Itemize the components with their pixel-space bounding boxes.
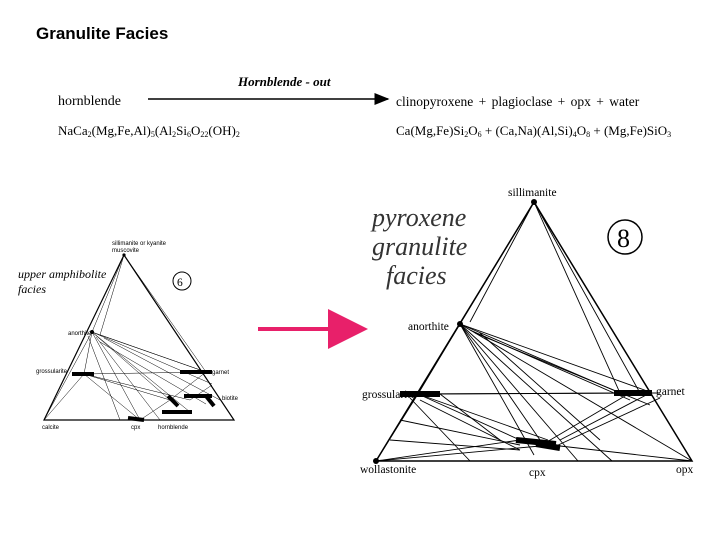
reactant-formula: $NaCa_2(Mg,Fe,Al)_5(Al_2Si_6O_{22}(OH)_2$ <box>58 123 240 139</box>
page-title: Granulite Facies <box>36 24 169 43</box>
left-label-calcite: calcite <box>42 425 60 431</box>
right-facies-label-line2: granulite <box>372 232 468 261</box>
right-label-grossularite: grossularite <box>362 389 416 401</box>
left-label-sillimanite-kyanite: sillimanite or kyanite <box>112 241 167 247</box>
right-label-anorthite: anorthite <box>408 321 449 333</box>
right-label-wollastonite: wollastonite <box>360 464 417 476</box>
left-label-biotite: biotite <box>222 396 239 402</box>
right-label-garnet: garnet <box>656 386 685 398</box>
right-label-sillimanite: sillimanite <box>508 187 557 199</box>
right-label-opx: opx <box>676 464 694 476</box>
left-diagram-number: 6 <box>177 277 183 289</box>
reaction-arrow-label: Hornblende - out <box>238 74 331 89</box>
left-label-muscovite: muscovite <box>112 248 140 254</box>
reactant-name: hornblende <box>58 94 121 109</box>
products-formula: $Ca(Mg,Fe)Si_2O_6 + (Ca,Na)(Al,Si)_4O_8 + (Mg,Fe)SiO_3$ <box>396 123 672 139</box>
left-label-garnet: garnet <box>212 370 230 376</box>
right-label-cpx: cpx <box>529 467 546 479</box>
left-label-cpx: cpx <box>131 425 141 431</box>
left-label-anorthite: anorthite <box>68 331 92 337</box>
right-facies-label-line1: pyroxene <box>372 203 467 232</box>
right-facies-label-line3: facies <box>386 261 447 290</box>
left-facies-label-line1: upper amphibolite <box>18 267 107 281</box>
left-label-grossularite: grossularite <box>36 369 68 375</box>
right-diagram-number: 8 <box>617 224 630 253</box>
left-label-hornblende: hornblende <box>158 425 189 431</box>
products-name: clinopyroxene + plagioclase + opx + water <box>396 94 640 109</box>
left-facies-label-line2: facies <box>18 282 46 296</box>
